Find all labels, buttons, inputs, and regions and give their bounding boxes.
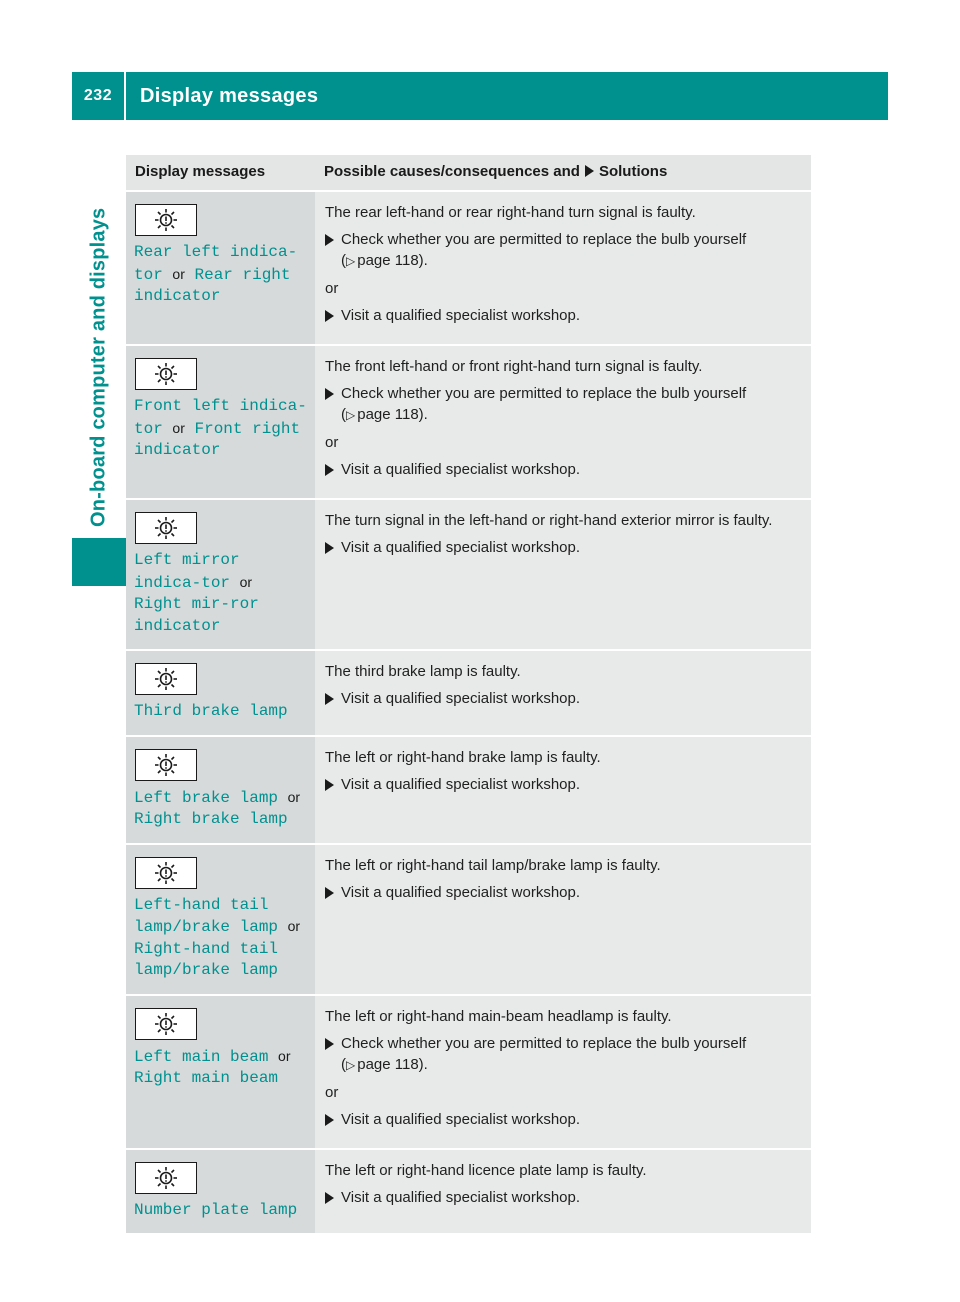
message-text: Left brake lamp xyxy=(134,788,279,807)
lamp-symbol-box xyxy=(135,663,197,695)
table-row xyxy=(126,345,811,499)
solution-step xyxy=(325,459,801,480)
column-header-messages: Display messages xyxy=(126,155,315,191)
page-title: Display messages xyxy=(140,84,319,107)
bulb-warning-icon xyxy=(152,753,180,777)
display-message xyxy=(134,895,307,982)
message-cell xyxy=(126,650,315,736)
solution-step xyxy=(325,537,801,558)
table-row xyxy=(126,995,811,1149)
table-row xyxy=(126,499,811,650)
solution-step xyxy=(325,305,801,326)
bulb-warning-icon xyxy=(152,1166,180,1190)
bulb-warning-icon xyxy=(152,1012,180,1036)
solution-cell xyxy=(315,844,811,995)
display-message xyxy=(134,701,307,723)
solution-cell xyxy=(315,736,811,844)
arrow-icon xyxy=(325,779,334,791)
message-cell xyxy=(126,995,315,1149)
display-message xyxy=(134,1200,307,1222)
arrow-icon xyxy=(325,464,334,476)
message-text: Left-hand tail lamp/brake lamp xyxy=(134,895,279,936)
solution-step-body xyxy=(341,305,580,326)
bulb-warning-icon xyxy=(152,667,180,691)
message-text: Right-hand tail lamp/brake lamp xyxy=(134,939,279,979)
arrow-icon xyxy=(325,1038,334,1050)
solution-step xyxy=(325,1033,801,1076)
cause-text: The turn signal in the left-hand or right-hand exterior mirror is faulty. xyxy=(325,512,773,529)
solution-step-text: Check whether you are permitted to replace the bulb yourself xyxy=(341,1034,747,1052)
message-text: Rear right indicator xyxy=(134,265,291,305)
message-cell xyxy=(126,844,315,995)
or-separator: or xyxy=(325,1083,339,1101)
cause-text: The third brake lamp is faulty. xyxy=(325,663,521,680)
bulb-warning-icon xyxy=(152,516,180,540)
solution-cell xyxy=(315,1149,811,1234)
page-reference[interactable]: page 118). xyxy=(357,252,428,269)
solution-step-text: Visit a qualified specialist workshop. xyxy=(341,1110,581,1128)
message-cell xyxy=(126,191,315,345)
cause-text: The left or right-hand tail lamp/brake lamp is faulty. xyxy=(325,856,661,874)
cause-text: The front left-hand or front right-hand turn signal is faulty. xyxy=(325,358,703,375)
section-marker xyxy=(72,538,126,586)
message-cell xyxy=(126,345,315,499)
display-message xyxy=(134,550,307,637)
solution-step-body xyxy=(341,1109,580,1130)
or-connector: or xyxy=(287,918,301,934)
lamp-symbol-box xyxy=(135,1162,197,1194)
solution-cell xyxy=(315,499,811,650)
cause-text: The left or right-hand main-beam headlamp is faulty. xyxy=(325,1007,672,1025)
bulb-warning-icon xyxy=(152,861,180,885)
column-header-solutions-prefix: Possible causes/consequences and xyxy=(324,163,580,180)
display-message xyxy=(134,787,307,831)
arrow-icon xyxy=(325,310,334,322)
solution-step-body xyxy=(341,1033,746,1076)
message-text: Right brake lamp xyxy=(134,810,288,828)
message-text: Right mir-ror indicator xyxy=(134,595,259,635)
arrow-icon xyxy=(325,1192,334,1204)
solution-step-text: Visit a qualified specialist workshop. xyxy=(341,1188,581,1206)
table-row xyxy=(126,650,811,736)
solution-step-text: Visit a qualified specialist workshop. xyxy=(341,461,581,478)
message-cell xyxy=(126,499,315,650)
lamp-symbol-box xyxy=(135,1008,197,1040)
or-connector: or xyxy=(239,573,253,590)
lamp-symbol-box xyxy=(135,857,197,889)
message-text: Left main beam xyxy=(134,1047,269,1066)
section-side-label: On-board computer and displays xyxy=(87,207,110,527)
solution-cell xyxy=(315,191,811,345)
solution-step xyxy=(325,882,801,903)
page-reference-open: ( xyxy=(341,406,346,423)
message-text: Number plate lamp xyxy=(134,1200,298,1219)
display-messages-table xyxy=(126,155,811,1233)
solution-step-text: Visit a qualified specialist workshop. xyxy=(341,307,581,324)
table-row xyxy=(126,1149,811,1234)
solution-step-body xyxy=(341,383,746,426)
bulb-warning-icon xyxy=(152,208,180,232)
solution-step xyxy=(325,1187,801,1208)
page-number: 232 xyxy=(72,72,126,120)
cause-text: The rear left-hand or rear right-hand turn signal is faulty. xyxy=(325,204,696,221)
solution-cell xyxy=(315,650,811,736)
solution-step-body xyxy=(341,882,580,903)
message-cell xyxy=(126,736,315,844)
solution-step-body xyxy=(341,229,746,272)
column-header-solutions xyxy=(315,155,811,191)
page-reference-icon: ▷ xyxy=(346,1057,356,1072)
message-cell xyxy=(126,1149,315,1234)
solution-step xyxy=(325,383,801,426)
or-connector: or xyxy=(278,1047,291,1064)
lamp-symbol-box xyxy=(135,204,197,236)
page-reference[interactable]: page 118). xyxy=(357,1055,428,1073)
table-header-row xyxy=(126,155,811,191)
solution-step xyxy=(325,229,801,272)
table-row xyxy=(126,844,811,995)
display-message xyxy=(134,396,307,462)
solution-step-text: Visit a qualified specialist workshop. xyxy=(341,690,581,707)
solution-cell xyxy=(315,995,811,1149)
lamp-symbol-box xyxy=(135,512,197,544)
solution-step-text: Visit a qualified specialist workshop. xyxy=(341,539,581,556)
arrow-icon xyxy=(325,693,334,705)
display-message xyxy=(134,242,307,308)
solution-step-text: Check whether you are permitted to replace the bulb yourself xyxy=(341,385,747,402)
or-separator: or xyxy=(325,434,339,451)
column-header-solutions-suffix: Solutions xyxy=(598,163,668,180)
bulb-warning-icon xyxy=(152,362,180,386)
arrow-icon xyxy=(325,234,334,246)
page-reference-open: ( xyxy=(341,252,346,269)
solution-step-body xyxy=(341,537,580,558)
table-row xyxy=(126,191,811,345)
arrow-icon xyxy=(325,542,334,554)
solution-cell xyxy=(315,345,811,499)
lamp-symbol-box xyxy=(135,358,197,390)
message-text: Right main beam xyxy=(134,1069,279,1087)
page-reference[interactable]: page 118). xyxy=(357,406,428,423)
or-connector: or xyxy=(172,265,185,282)
solution-step-text: Visit a qualified specialist workshop. xyxy=(341,775,581,793)
arrow-icon xyxy=(325,887,334,899)
solution-step xyxy=(325,774,801,795)
page-reference-open: ( xyxy=(341,1055,346,1073)
table-row xyxy=(126,736,811,844)
arrow-icon xyxy=(585,165,594,177)
page-reference-icon: ▷ xyxy=(346,254,356,268)
solution-step-text: Visit a qualified specialist workshop. xyxy=(341,883,581,901)
arrow-icon xyxy=(325,1114,334,1126)
message-text: Third brake lamp xyxy=(134,702,288,720)
solution-step xyxy=(325,1109,801,1130)
message-text: Front right indicator xyxy=(134,419,301,459)
message-text: Front left indica-tor xyxy=(134,397,307,438)
message-text: Left mirror indica-tor xyxy=(134,551,240,592)
page-reference-icon: ▷ xyxy=(346,408,356,422)
page-header xyxy=(72,72,888,120)
lamp-symbol-box xyxy=(135,749,197,781)
arrow-icon xyxy=(325,388,334,400)
solution-step-body xyxy=(341,688,580,709)
or-connector: or xyxy=(172,419,185,436)
message-text: Rear left indica-tor xyxy=(134,243,298,284)
cause-text: The left or right-hand brake lamp is faulty. xyxy=(325,748,601,766)
solution-step xyxy=(325,688,801,709)
or-separator: or xyxy=(325,280,339,297)
or-connector: or xyxy=(287,788,301,805)
solution-step-body xyxy=(341,459,580,480)
cause-text: The left or right-hand licence plate lamp is faulty. xyxy=(325,1161,647,1179)
solution-step-text: Check whether you are permitted to replace the bulb yourself xyxy=(341,231,747,248)
solution-step-body xyxy=(341,774,580,795)
display-message xyxy=(134,1046,307,1090)
solution-step-body xyxy=(341,1187,580,1208)
